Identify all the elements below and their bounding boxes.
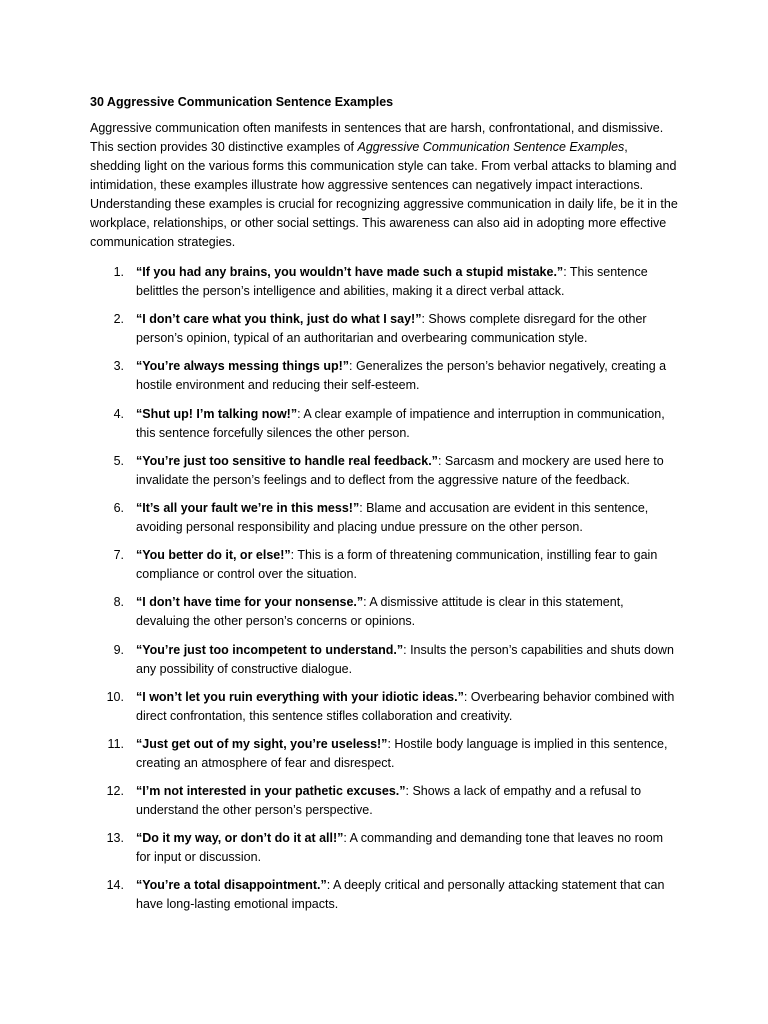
example-quote: “You’re just too sensitive to handle real feedback.” [136, 453, 438, 468]
item-number: 5. [113, 453, 124, 468]
item-number: 3. [113, 359, 124, 374]
example-explanation: : Shows complete disregard for the other person’s opinion, typical of an authoritarian and overbearing communication style. [136, 312, 647, 346]
example-explanation: : A dismissive attitude is clear in this statement, devaluing the other person’s concerns or opinions. [136, 595, 624, 629]
list-item [90, 876, 680, 914]
list-item [90, 263, 680, 301]
example-explanation: : This sentence belittles the person’s intelligence and abilities, making it a direct verbal attack. [136, 265, 648, 298]
list-item [90, 310, 680, 348]
example-quote: “I don’t care what you think, just do what I say!” [136, 312, 422, 327]
intro-emphasis: Aggressive Communication Sentence Examples [357, 140, 625, 154]
example-explanation: : A deeply critical and personally attacking statement that can have long-lasting emotional impacts. [136, 878, 665, 912]
example-quote: “Do it my way, or don’t do it at all!” [136, 831, 344, 846]
item-number: 10. [106, 689, 124, 704]
item-number: 1. [113, 265, 124, 279]
list-item [90, 641, 680, 679]
item-number: 2. [113, 312, 124, 327]
example-quote: “Shut up! I’m talking now!” [136, 406, 298, 421]
example-explanation: : A commanding and demanding tone that leaves no room for input or discussion. [136, 831, 664, 865]
item-number: 9. [113, 642, 124, 657]
item-number: 6. [113, 500, 124, 515]
example-quote: “You better do it, or else!” [136, 548, 291, 563]
list-item [90, 452, 680, 490]
example-quote: “You’re always messing things up!” [136, 359, 350, 374]
list-item [90, 593, 680, 631]
item-number: 14. [106, 878, 124, 893]
example-explanation: : Blame and accusation are evident in this sentence, avoiding personal responsibility and placing undue pressure on the other person. [136, 500, 649, 534]
item-number: 7. [113, 548, 124, 563]
list-item [90, 546, 680, 584]
example-explanation: : This is a form of threatening communication, instilling fear to gain compliance or control over the situation. [136, 548, 658, 582]
example-quote: “You’re just too incompetent to understand.” [136, 642, 404, 657]
example-quote: “I don’t have time for your nonsense.” [136, 595, 364, 610]
list-item [90, 782, 680, 820]
example-quote: “It’s all your fault we’re in this mess!” [136, 500, 360, 515]
example-explanation: : Overbearing behavior combined with direct confrontation, this sentence stifles collaboration and creativity. [136, 689, 675, 723]
list-item [90, 405, 680, 443]
intro-text-start: Aggressive communication often manifests in sentences that are harsh, confrontational, and dismissive. This section provides 30 distinctive examples of [90, 121, 664, 154]
document-title: 30 Aggressive Communication Sentence Examples [90, 95, 394, 109]
example-explanation: : Shows a lack of empathy and a refusal to understand the other person’s perspective. [136, 784, 642, 818]
example-explanation: : Hostile body language is implied in this sentence, creating an atmosphere of fear and disrespect. [136, 736, 668, 770]
item-number: 4. [113, 406, 124, 421]
item-number: 12. [106, 784, 124, 799]
intro-paragraph [90, 119, 680, 252]
examples-list [90, 263, 680, 914]
list-item [90, 499, 680, 537]
example-quote: “If you had any brains, you wouldn’t have made such a stupid mistake.” [136, 265, 564, 279]
example-explanation: : Sarcasm and mockery are used here to invalidate the person’s feelings and to deflect from the aggressive nature of the feedback. [136, 453, 664, 487]
intro-text-end: , shedding light on the various forms this communication style can take. From verbal attacks to blaming and intimidation, these examples illustrate how aggressive sentences can negatively impact interactions. Understanding these examples is crucial for recognizing aggressive communication in daily life, be it in the workplace, relationships, or other social settings. This awareness can also aid in adopting more effective communication strategies. [90, 140, 678, 249]
example-quote: “Just get out of my sight, you’re useless!” [136, 736, 388, 751]
example-explanation: : A clear example of impatience and interruption in communication, this sentence forcefully silences the other person. [136, 406, 665, 440]
list-item [90, 688, 680, 726]
item-number: 13. [106, 831, 124, 846]
example-explanation: : Generalizes the person’s behavior negatively, creating a hostile environment and reducing their self-esteem. [136, 359, 667, 393]
list-item [90, 829, 680, 867]
example-quote: “You’re a total disappointment.” [136, 878, 327, 893]
example-quote: “I won’t let you ruin everything with your idiotic ideas.” [136, 689, 464, 704]
item-number: 8. [113, 595, 124, 610]
example-quote: “I’m not interested in your pathetic excuses.” [136, 784, 406, 799]
example-explanation: : Insults the person’s capabilities and shuts down any possibility of constructive dialogue. [136, 642, 674, 676]
item-number: 11. [107, 736, 124, 751]
list-item [90, 357, 680, 395]
document-page [90, 93, 680, 924]
list-item [90, 735, 680, 773]
